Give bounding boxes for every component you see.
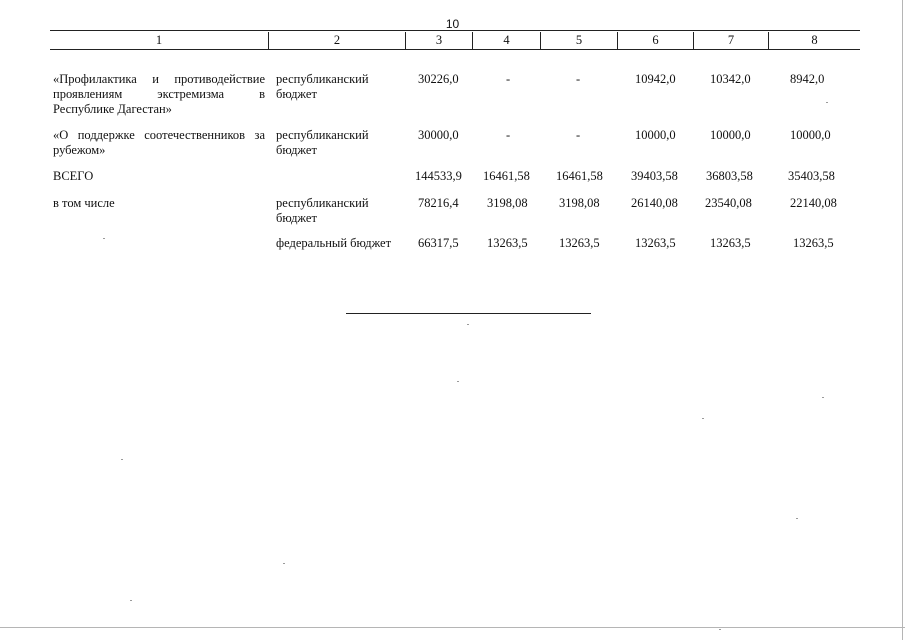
page-number: 10	[445, 17, 460, 31]
row-budget-source: республиканский бюджет	[276, 196, 369, 225]
row-value-col-3: 66317,5	[418, 236, 459, 250]
header-col-4: 4	[472, 32, 540, 49]
scan-speck	[121, 459, 123, 460]
row-value-col-7: 10342,0	[710, 72, 751, 86]
row-value-col-8: 35403,58	[788, 169, 835, 183]
row-value-col-8: 22140,08	[790, 196, 837, 210]
row-budget-source: федеральный бюджет	[276, 236, 392, 250]
row-value-col-7: 13263,5	[710, 236, 751, 250]
row-value-col-8: 10000,0	[790, 128, 831, 142]
header-col-3: 3	[405, 32, 472, 49]
scan-speck	[103, 238, 105, 239]
row-value-col-5: -	[576, 128, 581, 142]
row-value-col-3: 144533,9	[415, 169, 462, 183]
scan-speck	[796, 518, 798, 519]
scan-speck	[822, 397, 824, 398]
scan-speck	[130, 600, 132, 601]
header-col-7: 7	[693, 32, 768, 49]
row-value-col-4: 13263,5	[487, 236, 528, 250]
row-value-col-4: -	[506, 128, 511, 142]
row-value-col-5: 13263,5	[559, 236, 600, 250]
row-budget-source: республиканский бюджет	[276, 128, 369, 157]
row-program-name: «О поддержке соотечественников за рубежом»	[53, 128, 265, 157]
scan-speck	[457, 381, 459, 382]
row-value-col-6: 26140,08	[631, 196, 678, 210]
header-col-1: 1	[155, 33, 163, 47]
row-value-col-6: 10942,0	[635, 72, 676, 86]
scan-speck	[719, 629, 721, 630]
row-value-col-5: -	[576, 72, 581, 86]
table-top-rule	[50, 30, 860, 31]
row-value-col-3: 30000,0	[418, 128, 459, 142]
row-value-col-7: 23540,08	[705, 196, 752, 210]
row-value-col-3: 30226,0	[418, 72, 459, 86]
table-header-row	[50, 32, 860, 50]
scan-speck	[702, 418, 704, 419]
scan-edge-bottom	[0, 627, 905, 628]
row-value-col-4: 16461,58	[483, 169, 530, 183]
row-value-col-6: 13263,5	[635, 236, 676, 250]
row-program-name: «Профилактика и противодействие проявлениям экстремизма в Республике Дагестан»	[53, 72, 265, 116]
row-value-col-4: 3198,08	[487, 196, 528, 210]
scan-speck	[283, 563, 285, 564]
closing-rule	[346, 313, 591, 314]
header-col-8: 8	[768, 32, 860, 49]
row-budget-source: республиканский бюджет	[276, 72, 369, 101]
row-value-col-7: 10000,0	[710, 128, 751, 142]
scan-edge-right	[902, 0, 903, 640]
row-value-col-7: 36803,58	[706, 169, 753, 183]
header-col-2: 2	[268, 32, 405, 49]
row-program-name: в том числе	[53, 196, 115, 210]
row-value-col-4: -	[506, 72, 511, 86]
row-value-col-6: 39403,58	[631, 169, 678, 183]
row-value-col-5: 3198,08	[559, 196, 600, 210]
row-value-col-5: 16461,58	[556, 169, 603, 183]
scan-speck	[826, 102, 828, 103]
row-value-col-6: 10000,0	[635, 128, 676, 142]
scan-speck	[467, 324, 469, 325]
header-col-6: 6	[617, 32, 693, 49]
header-col-5: 5	[540, 32, 617, 49]
row-value-col-8: 8942,0	[790, 72, 825, 86]
row-program-name: ВСЕГО	[53, 169, 94, 183]
row-value-col-3: 78216,4	[418, 196, 459, 210]
row-value-col-8: 13263,5	[793, 236, 834, 250]
